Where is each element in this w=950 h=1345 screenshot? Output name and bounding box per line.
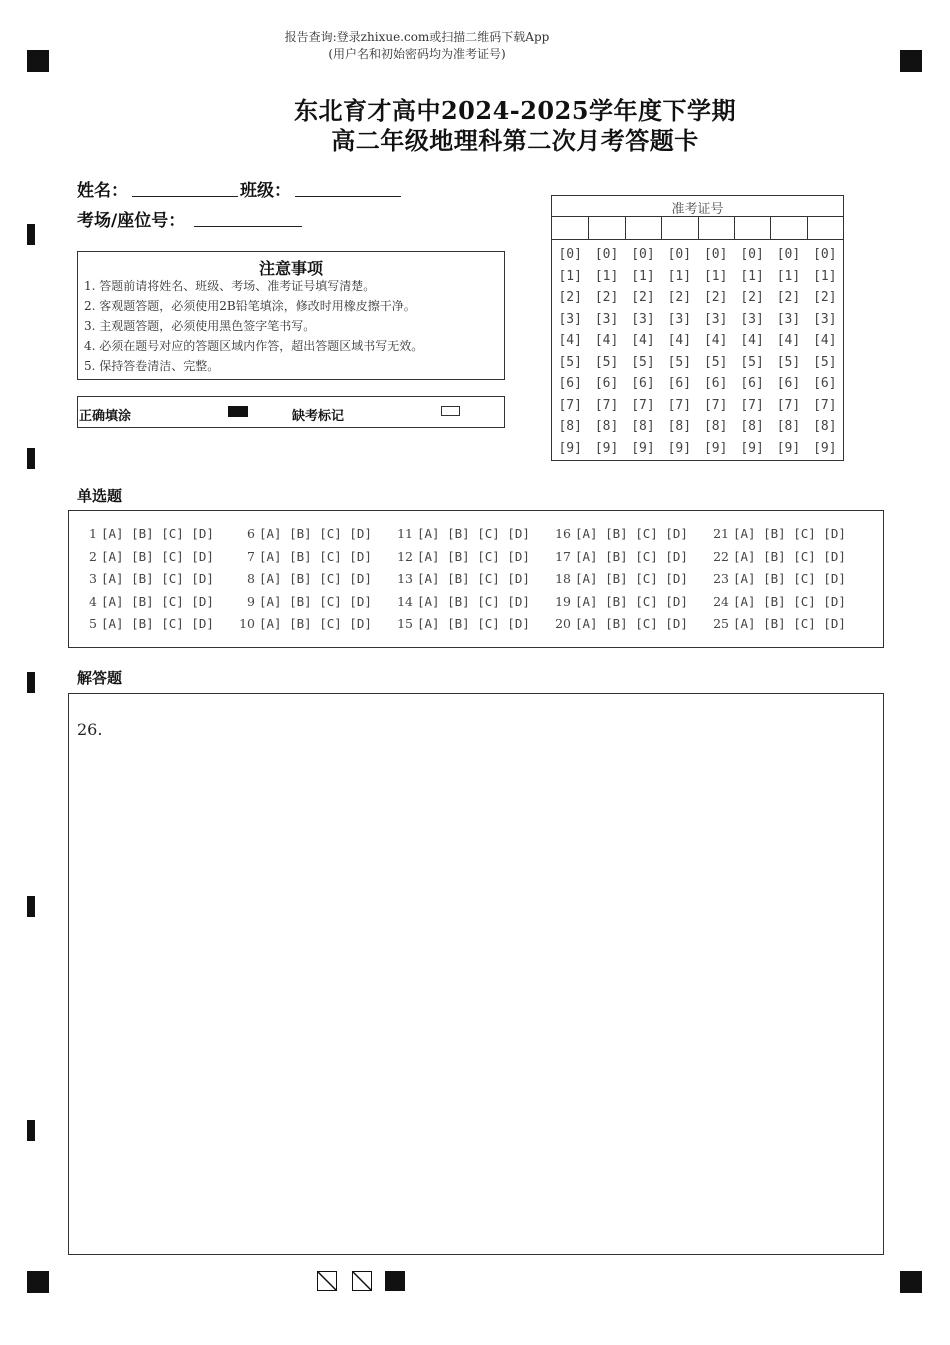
correct-fill-label: 正确填涂	[79, 409, 132, 424]
id-digit-bubble[interactable]: [5]	[667, 354, 692, 370]
timing-mark	[27, 448, 35, 469]
id-digit-bubble[interactable]: [9]	[631, 440, 655, 456]
question-number: 23	[713, 571, 729, 586]
id-digit-bubble[interactable]: [3]	[703, 311, 728, 327]
id-digit-bubble[interactable]: [5]	[594, 354, 619, 370]
id-digit-bubble[interactable]: [3]	[631, 311, 655, 327]
id-write-cell[interactable]	[625, 217, 660, 239]
id-digit-bubble[interactable]: [9]	[703, 440, 728, 456]
id-digit-bubble[interactable]: [2]	[558, 290, 582, 305]
question-number: 7	[247, 548, 255, 564]
answer-options[interactable]: [A] [B] [C] [D]	[259, 593, 372, 609]
question-number: 10	[239, 616, 255, 631]
answer-options[interactable]: [A] [B] [C] [D]	[417, 616, 530, 631]
question-choice-row[interactable]	[707, 526, 846, 541]
answer-options[interactable]: [A] [B] [C] [D]	[575, 571, 688, 586]
question-choice-row[interactable]	[391, 616, 530, 631]
timing-mark	[27, 896, 35, 917]
question-choice-row[interactable]	[549, 549, 688, 564]
answer-options[interactable]: [A] [B] [C] [D]	[101, 548, 214, 564]
timing-mark	[27, 1120, 35, 1141]
id-digit-bubble[interactable]: [0]	[813, 247, 837, 262]
id-digit-bubble[interactable]: [7]	[813, 397, 837, 413]
answer-options[interactable]: [A] [B] [C] [D]	[733, 616, 846, 631]
page-title-line-2: 高二年级地理科第二次月考答题卡	[331, 126, 699, 155]
answer-options[interactable]: [A] [B] [C] [D]	[575, 548, 688, 564]
id-digit-bubble[interactable]: [2]	[740, 290, 764, 305]
id-digit-bubble[interactable]: [3]	[594, 311, 619, 327]
id-digit-bubble[interactable]: [1]	[631, 268, 655, 284]
absent-mark-checkbox[interactable]	[441, 406, 460, 416]
question-number: 22	[713, 548, 729, 564]
question-choice-row[interactable]	[75, 571, 214, 586]
id-digit-bubble[interactable]: [5]	[813, 354, 837, 370]
notice-item: 5. 保持答卷清洁、完整。	[84, 359, 220, 373]
id-digit-bubble[interactable]: [9]	[740, 440, 764, 456]
id-digit-bubble[interactable]: [8]	[703, 419, 728, 434]
question-number: 1	[89, 526, 97, 541]
id-digit-bubble[interactable]: [7]	[631, 397, 655, 413]
id-digit-bubble[interactable]: [2]	[631, 290, 655, 305]
seat-field[interactable]	[194, 226, 302, 227]
id-digit-bubble[interactable]: [8]	[631, 419, 655, 434]
question-choice-row[interactable]	[549, 616, 688, 631]
seat-label: 考场/座位号：	[77, 211, 186, 231]
question-number: 11	[397, 526, 413, 541]
question-number: 19	[555, 593, 571, 609]
id-digit-bubble[interactable]: [6]	[667, 376, 692, 391]
id-digit-bubble[interactable]: [4]	[703, 333, 728, 348]
question-choice-row[interactable]	[75, 549, 214, 564]
question-choice-row[interactable]	[75, 526, 214, 541]
id-write-cell[interactable]	[734, 217, 769, 239]
id-digit-bubble[interactable]: [4]	[740, 333, 764, 348]
question-number: 14	[397, 593, 413, 609]
notice-title: 注意事项	[258, 259, 323, 278]
answer-options[interactable]: [A] [B] [C] [D]	[575, 616, 688, 631]
question-number: 2	[89, 548, 97, 564]
answer-options[interactable]: [A] [B] [C] [D]	[575, 593, 688, 609]
id-digit-bubble[interactable]: [6]	[594, 376, 619, 391]
answer-options[interactable]: [A] [B] [C] [D]	[575, 526, 688, 541]
question-choice-row[interactable]	[233, 594, 372, 609]
answer-options[interactable]: [A] [B] [C] [D]	[733, 526, 846, 541]
answer-options[interactable]: [A] [B] [C] [D]	[101, 593, 214, 609]
id-write-cell[interactable]	[807, 217, 842, 239]
name-field[interactable]	[132, 196, 238, 197]
question-number: 25	[713, 616, 729, 631]
code-box-slashed	[352, 1271, 372, 1291]
question-number: 20	[555, 616, 571, 631]
id-digit-bubble[interactable]: [6]	[631, 376, 655, 391]
multiple-choice-box	[68, 510, 884, 648]
id-digit-bubble[interactable]: [9]	[558, 440, 582, 456]
question-choice-row[interactable]	[549, 526, 688, 541]
admission-id-title: 准考证号	[671, 202, 724, 217]
id-write-cell[interactable]	[552, 217, 587, 239]
question-choice-row[interactable]	[707, 594, 846, 609]
id-digit-bubble[interactable]: [0]	[594, 247, 619, 262]
question-number: 12	[397, 548, 413, 564]
question-number: 13	[397, 571, 413, 586]
id-write-cell[interactable]	[698, 217, 733, 239]
question-choice-row[interactable]	[233, 571, 372, 586]
id-digit-bubble[interactable]: [5]	[631, 354, 655, 370]
id-digit-bubble[interactable]: [4]	[776, 333, 801, 348]
id-digit-bubble[interactable]: [3]	[667, 311, 692, 327]
id-digit-bubble[interactable]: [9]	[594, 440, 619, 456]
id-digit-bubble[interactable]: [4]	[594, 333, 619, 348]
id-digit-bubble[interactable]: [7]	[667, 397, 692, 413]
question-number: 5	[89, 616, 97, 631]
code-box-filled	[385, 1271, 405, 1291]
id-digit-bubble[interactable]: [3]	[558, 311, 582, 327]
id-digit-bubble[interactable]: [6]	[703, 376, 728, 391]
id-digit-bubble[interactable]: [0]	[776, 247, 801, 262]
fill-legend	[77, 396, 505, 428]
question-choice-row[interactable]	[233, 616, 372, 631]
id-digit-bubble[interactable]: [8]	[740, 419, 764, 434]
id-write-cell[interactable]	[588, 217, 623, 239]
code-box-slashed	[317, 1271, 337, 1291]
notice-item: 2. 客观题答题，必须使用2B铅笔填涂，修改时用橡皮擦干净。	[84, 299, 416, 313]
report-query-note: 报告查询:登录zhixue.com或扫描二维码下载App	[284, 30, 550, 44]
notice-item: 1. 答题前请将姓名、班级、考场、准考证号填写清楚。	[84, 279, 376, 293]
id-digit-bubble[interactable]: [7]	[558, 397, 582, 413]
corner-mark-bottom-right	[900, 1271, 922, 1293]
corner-mark-bottom-left	[27, 1271, 49, 1293]
id-digit-bubble[interactable]: [0]	[667, 247, 692, 262]
id-digit-bubble[interactable]: [0]	[740, 247, 764, 262]
id-digit-bubble[interactable]: [6]	[813, 376, 837, 391]
answer-options[interactable]: [A] [B] [C] [D]	[101, 616, 214, 631]
id-digit-bubble[interactable]: [5]	[558, 354, 582, 370]
id-digit-bubble[interactable]: [2]	[703, 290, 728, 305]
class-field[interactable]	[295, 196, 401, 197]
question-choice-row[interactable]	[75, 594, 214, 609]
answer-options[interactable]: [A] [B] [C] [D]	[417, 593, 530, 609]
id-digit-bubble[interactable]: [4]	[558, 333, 582, 348]
id-digit-bubble[interactable]: [6]	[776, 376, 801, 391]
id-digit-bubble[interactable]: [1]	[594, 268, 619, 284]
id-digit-bubble[interactable]: [7]	[703, 397, 728, 413]
id-digit-bubble[interactable]: [1]	[558, 268, 582, 284]
answer-options[interactable]: [A] [B] [C] [D]	[259, 526, 372, 541]
id-digit-bubble[interactable]: [2]	[813, 290, 837, 305]
id-digit-bubble[interactable]: [2]	[594, 290, 619, 305]
answer-options[interactable]: [A] [B] [C] [D]	[417, 548, 530, 564]
answer-options[interactable]: [A] [B] [C] [D]	[733, 593, 846, 609]
answer-area-26[interactable]	[68, 693, 884, 1255]
id-digit-bubble[interactable]: [9]	[776, 440, 801, 456]
id-digit-bubble[interactable]: [1]	[703, 268, 728, 284]
question-choice-row[interactable]	[391, 594, 530, 609]
question-number: 16	[555, 526, 571, 541]
id-digit-bubble[interactable]: [7]	[594, 397, 619, 413]
timing-mark	[27, 224, 35, 245]
corner-mark-top-right	[900, 50, 922, 72]
notice-box	[77, 251, 505, 380]
answer-options[interactable]: [A] [B] [C] [D]	[101, 571, 214, 586]
id-digit-bubble[interactable]: [8]	[667, 419, 692, 434]
notice-item: 4. 必须在题号对应的答题区域内作答，超出答题区域书写无效。	[84, 339, 424, 353]
id-digit-bubble[interactable]: [3]	[740, 311, 764, 327]
name-label: 姓名：	[77, 181, 128, 201]
answer-options[interactable]: [A] [B] [C] [D]	[259, 616, 372, 631]
id-digit-bubble[interactable]: [1]	[667, 268, 692, 284]
question-choice-row[interactable]	[233, 549, 372, 564]
absent-mark-label: 缺考标记	[292, 409, 345, 424]
id-digit-bubble[interactable]: [8]	[813, 419, 837, 434]
question-choice-row[interactable]	[391, 549, 530, 564]
id-digit-bubble[interactable]: [0]	[558, 247, 582, 262]
id-digit-bubble[interactable]: [7]	[740, 397, 764, 413]
question-number: 21	[713, 526, 729, 541]
id-digit-bubble[interactable]: [6]	[740, 376, 764, 391]
id-digit-bubble[interactable]: [9]	[813, 440, 837, 456]
id-digit-bubble[interactable]: [4]	[631, 333, 655, 348]
id-digit-bubble[interactable]: [4]	[813, 333, 837, 348]
answer-options[interactable]: [A] [B] [C] [D]	[733, 548, 846, 564]
question-choice-row[interactable]	[707, 571, 846, 586]
question-choice-row[interactable]	[707, 549, 846, 564]
question-choice-row[interactable]	[391, 571, 530, 586]
question-choice-row[interactable]	[233, 526, 372, 541]
id-digit-bubble[interactable]: [6]	[558, 376, 582, 391]
question-number: 8	[247, 571, 255, 586]
question-number: 15	[397, 616, 413, 631]
id-digit-bubble[interactable]: [8]	[776, 419, 801, 434]
question-choice-row[interactable]	[549, 594, 688, 609]
question-choice-row[interactable]	[707, 616, 846, 631]
credential-note: (用户名和初始密码均为准考证号)	[328, 47, 506, 61]
correct-fill-sample	[228, 406, 248, 417]
answer-options[interactable]: [A] [B] [C] [D]	[733, 571, 846, 586]
question-choice-row[interactable]	[549, 571, 688, 586]
question-number: 17	[555, 548, 571, 564]
id-digit-bubble[interactable]: [1]	[740, 268, 764, 284]
id-digit-bubble[interactable]: [8]	[558, 419, 582, 434]
question-number: 26.	[77, 720, 103, 739]
question-number: 3	[89, 571, 97, 586]
notice-item: 3. 主观题答题，必须使用黑色签字笔书写。	[84, 319, 316, 333]
multiple-choice-label: 单选题	[77, 487, 123, 505]
id-digit-bubble[interactable]: [4]	[667, 333, 692, 348]
answer-options[interactable]: [A] [B] [C] [D]	[417, 526, 530, 541]
question-number: 24	[713, 593, 729, 609]
answer-options[interactable]: [A] [B] [C] [D]	[259, 571, 372, 586]
page-title-line-1: 东北育才高中2024-2025学年度下学期	[293, 96, 737, 125]
answer-options[interactable]: [A] [B] [C] [D]	[259, 548, 372, 564]
grid-line	[552, 239, 843, 240]
id-digit-bubble[interactable]: [5]	[776, 354, 801, 370]
question-number: 18	[555, 571, 571, 586]
question-number: 6	[247, 526, 255, 541]
id-write-cell[interactable]	[770, 217, 805, 239]
class-label: 班级：	[240, 181, 291, 201]
id-digit-bubble[interactable]: [2]	[667, 290, 692, 305]
id-digit-bubble[interactable]: [7]	[776, 397, 801, 413]
id-digit-bubble[interactable]: [2]	[776, 290, 801, 305]
question-choice-row[interactable]	[75, 616, 214, 631]
id-digit-bubble[interactable]: [1]	[813, 268, 837, 284]
id-digit-bubble[interactable]: [0]	[703, 247, 728, 262]
id-digit-bubble[interactable]: [5]	[740, 354, 764, 370]
question-number: 4	[89, 593, 97, 609]
id-digit-bubble[interactable]: [3]	[776, 311, 801, 327]
id-digit-bubble[interactable]: [0]	[631, 247, 655, 262]
answer-options[interactable]: [A] [B] [C] [D]	[101, 526, 214, 541]
id-write-cell[interactable]	[661, 217, 696, 239]
admission-id-grid	[551, 195, 844, 461]
timing-mark	[27, 672, 35, 693]
id-digit-bubble[interactable]: [5]	[703, 354, 728, 370]
answer-options[interactable]: [A] [B] [C] [D]	[417, 571, 530, 586]
id-digit-bubble[interactable]: [8]	[594, 419, 619, 434]
id-digit-bubble[interactable]: [1]	[776, 268, 801, 284]
id-digit-bubble[interactable]: [3]	[813, 311, 837, 327]
id-digit-bubble[interactable]: [9]	[667, 440, 692, 456]
question-choice-row[interactable]	[391, 526, 530, 541]
free-response-label: 解答题	[77, 669, 123, 687]
question-number: 9	[247, 593, 255, 609]
